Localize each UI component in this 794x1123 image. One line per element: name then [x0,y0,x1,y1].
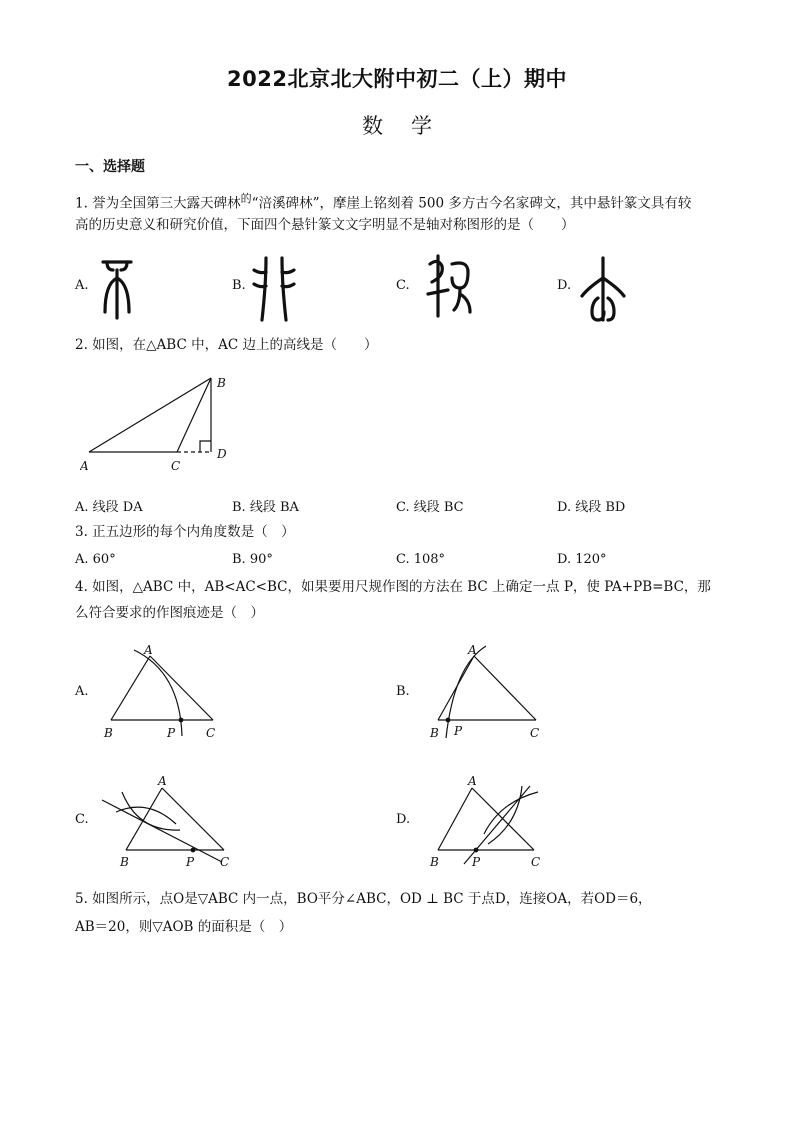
question-1-option-a[interactable]: A. [75,278,89,293]
label-a: A [144,643,153,657]
arc-b [446,646,486,738]
question-4-figure-c [98,772,238,872]
question-4-line-2: 么符合要求的作图痕迹是（ ） [75,605,264,621]
point-p [179,718,184,723]
question-5-line-2: AB＝20，则▽AOB 的面积是（ ） [75,919,293,935]
question-1-line-2: 高的历史意义和研究价值，下面四个悬针篆文文字明显不是轴对称图形的是（ ） [75,217,575,233]
question-2-figure [80,374,240,476]
label-b: B [104,726,113,740]
page-title: 2022北京北大附中初二（上）期中 [227,67,567,91]
label-d: D [217,447,227,461]
right-angle-mark [200,441,211,452]
label-b: B [217,376,226,390]
question-4-figure-d [424,772,554,872]
label-a: A [468,774,477,788]
question-1-option-b[interactable]: B. [232,278,246,293]
question-3-option-a[interactable]: A. 60° [75,552,116,567]
question-3-text: 3. 正五边形的每个内角度数是（ ） [75,524,295,540]
seal-glyph-b-icon [252,254,296,324]
question-4-figure-b [424,640,554,746]
question-4-option-c[interactable]: C. [75,812,89,827]
question-2-option-c[interactable]: C. 线段 BC [396,500,464,515]
question-3-option-c[interactable]: C. 108° [396,552,446,567]
label-b: B [430,726,439,740]
question-1-option-d[interactable]: D. [557,278,572,293]
label-a: A [158,774,167,788]
label-p: P [472,855,481,869]
label-b: B [120,855,129,869]
label-b: B [430,855,439,869]
question-1-text-b: “涪溪碑林”，摩崖上铭刻着 500 多方古今名家碑文，其中悬针篆文具有较 [251,195,692,212]
point-p [191,848,196,853]
point-p [446,718,451,723]
seal-glyph-a-icon [97,256,137,322]
label-c: C [531,855,541,869]
question-1-de: 的 [240,192,252,205]
question-2-option-a[interactable]: A. 线段 DA [75,500,143,515]
question-5-line-1: 5. 如图所示，点O是▽ABC 内一点，BO平分∠ABC，OD ⊥ BC 于点D，连接OA，若OD＝6， [75,891,652,907]
label-c: C [206,726,216,740]
question-4-figure-a [98,640,228,746]
question-4-option-b[interactable]: B. [396,684,410,699]
question-4-option-a[interactable]: A. [75,684,89,699]
perpendicular-bisector [102,800,222,862]
label-p: P [186,855,195,869]
section-heading: 一、选择题 [75,159,145,175]
seal-glyph-c-icon [424,254,474,320]
question-1-option-c[interactable]: C. [396,278,410,293]
label-p: P [454,724,463,738]
seal-glyph-d-icon [578,254,628,324]
question-2-option-b[interactable]: B. 线段 BA [232,500,299,515]
question-4-option-d[interactable]: D. [396,812,411,827]
subject-title: 数学 [362,114,460,138]
label-c: C [530,726,540,740]
label-a: A [80,459,89,473]
question-4-line-1: 4. 如图，△ABC 中，AB<AC<BC，如果要用尺规作图的方法在 BC 上确定一点 P，使 PA+PB=BC，那 [75,579,711,595]
arc-a [134,650,182,736]
question-3-option-b[interactable]: B. 90° [232,552,273,567]
question-3-option-d[interactable]: D. 120° [557,552,607,567]
question-1-text-a: 1. 誉为全国第三大露天碑林 [75,195,241,212]
label-c: C [171,459,181,473]
question-2-text: 2. 如图，在△ABC 中，AC 边上的高线是（ ） [75,337,378,353]
question-2-option-d[interactable]: D. 线段 BD [557,500,626,515]
label-a: A [468,643,477,657]
edge-ab [89,378,211,452]
label-p: P [167,726,176,740]
label-c: C [220,855,230,869]
point-p [474,848,479,853]
